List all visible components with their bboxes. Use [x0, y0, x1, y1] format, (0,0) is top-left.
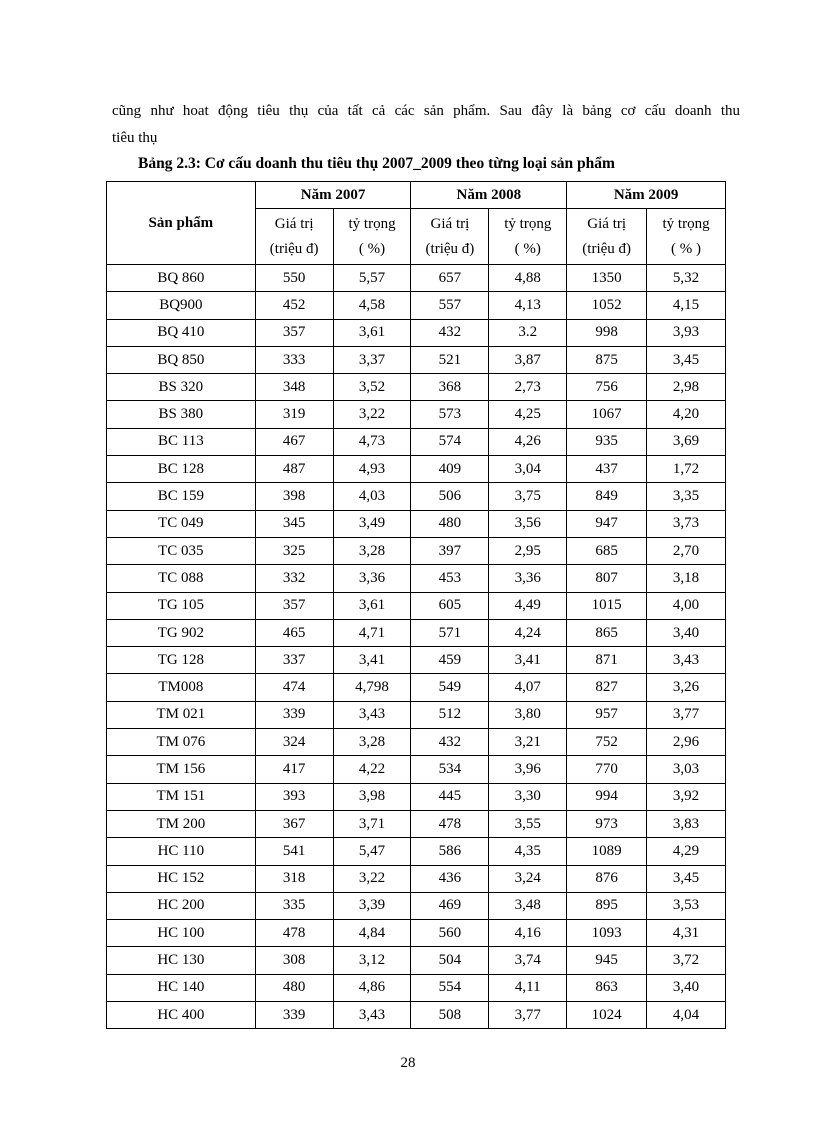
share-2009-cell: 3,45: [647, 346, 726, 373]
value-2008-cell: 554: [411, 974, 489, 1001]
share-2007-cell: 3,71: [333, 810, 411, 837]
product-cell: TG 105: [107, 592, 256, 619]
value-2007-cell: 332: [255, 565, 333, 592]
value-2008-cell: 512: [411, 701, 489, 728]
share-2007-cell: 4,93: [333, 456, 411, 483]
product-cell: BS 380: [107, 401, 256, 428]
value-2009-cell: 807: [567, 565, 647, 592]
table-row: [107, 374, 726, 401]
share-2009-cell: 3,93: [647, 319, 726, 346]
table-row: [107, 865, 726, 892]
share-2009-cell: 4,31: [647, 920, 726, 947]
share-2007-cell: 4,22: [333, 756, 411, 783]
value-2009-cell: 827: [567, 674, 647, 701]
table-row: [107, 401, 726, 428]
value-2008-cell: 506: [411, 483, 489, 510]
share-2008-cell: 3.2: [489, 319, 567, 346]
value-2008-cell: 478: [411, 810, 489, 837]
table-row: [107, 838, 726, 865]
share-2008-cell: 3,96: [489, 756, 567, 783]
share-2007-cell: 3,37: [333, 346, 411, 373]
product-cell: BQ 850: [107, 346, 256, 373]
value-2009-cell: 935: [567, 428, 647, 455]
value-2008-cell: 397: [411, 537, 489, 564]
value-2008-cell: 508: [411, 1002, 489, 1029]
share-2008-cell: 3,21: [489, 729, 567, 756]
share-2008-cell: 3,48: [489, 892, 567, 919]
share-2009-cell: 3,40: [647, 619, 726, 646]
value-2009-cell: 947: [567, 510, 647, 537]
value-2009-cell: 863: [567, 974, 647, 1001]
value-2009-cell: 865: [567, 619, 647, 646]
value-2009-cell: 756: [567, 374, 647, 401]
value-2007-cell: 333: [255, 346, 333, 373]
value-2008-cell: 469: [411, 892, 489, 919]
share-2008-cell: 3,55: [489, 810, 567, 837]
product-cell: BS 320: [107, 374, 256, 401]
value-2007-cell: 319: [255, 401, 333, 428]
share-2008-cell: 4,26: [489, 428, 567, 455]
share-2007-cell: 4,71: [333, 619, 411, 646]
share-2007-cell: 3,43: [333, 701, 411, 728]
share-2007-cell: 4,86: [333, 974, 411, 1001]
value-2007-cell: 398: [255, 483, 333, 510]
value-2008-cell: 557: [411, 292, 489, 319]
value-2009-cell: 770: [567, 756, 647, 783]
product-cell: TC 035: [107, 537, 256, 564]
product-cell: HC 200: [107, 892, 256, 919]
value-2007-cell: 318: [255, 865, 333, 892]
value-2007-cell: 478: [255, 920, 333, 947]
value-2009-cell: 1024: [567, 1002, 647, 1029]
share-2008-cell: 3,80: [489, 701, 567, 728]
share-2008-cell: 3,74: [489, 947, 567, 974]
table-row: [107, 974, 726, 1001]
year-header-2007: Năm 2007: [255, 182, 411, 209]
product-cell: HC 100: [107, 920, 256, 947]
value-2009-cell: 973: [567, 810, 647, 837]
share-2009-cell: 3,72: [647, 947, 726, 974]
value-2009-cell: 1052: [567, 292, 647, 319]
share-2008-cell: 3,75: [489, 483, 567, 510]
share-2007-cell: 5,47: [333, 838, 411, 865]
product-cell: HC 400: [107, 1002, 256, 1029]
table-row: [107, 592, 726, 619]
share-2009-cell: 1,72: [647, 456, 726, 483]
value-2007-cell: 325: [255, 537, 333, 564]
page-number: 28: [400, 1055, 416, 1071]
share-2007-cell: 4,84: [333, 920, 411, 947]
value-2007-cell: 339: [255, 1002, 333, 1029]
share-2008-cell: 4,88: [489, 265, 567, 292]
share-2009-cell: 4,20: [647, 401, 726, 428]
share-2008-cell: 4,35: [489, 838, 567, 865]
value-2007-cell: 357: [255, 319, 333, 346]
share-2009-cell: 3,03: [647, 756, 726, 783]
share-header-2007: tỷ trọng ( %): [333, 209, 411, 265]
table-row: [107, 647, 726, 674]
share-2007-cell: 4,58: [333, 292, 411, 319]
value-2009-cell: 875: [567, 346, 647, 373]
product-cell: HC 152: [107, 865, 256, 892]
share-2007-cell: 3,61: [333, 319, 411, 346]
value-2008-cell: 534: [411, 756, 489, 783]
value-2007-cell: 474: [255, 674, 333, 701]
value-2007-cell: 467: [255, 428, 333, 455]
table-row: [107, 292, 726, 319]
revenue-structure-table: [106, 181, 726, 1029]
value-2008-cell: 453: [411, 565, 489, 592]
value-2007-cell: 308: [255, 947, 333, 974]
share-2009-cell: 3,26: [647, 674, 726, 701]
share-2007-cell: 3,98: [333, 783, 411, 810]
value-2008-cell: 445: [411, 783, 489, 810]
share-2009-cell: 3,18: [647, 565, 726, 592]
product-cell: BC 128: [107, 456, 256, 483]
share-2008-cell: 4,11: [489, 974, 567, 1001]
value-2009-cell: 957: [567, 701, 647, 728]
product-cell: BQ900: [107, 292, 256, 319]
intro-line-1: cũng như hoat động tiêu thụ của tất cả các sản phẩm. Sau đây là bảng cơ cấu doanh thu: [112, 103, 740, 119]
table-row: [107, 810, 726, 837]
year-header-2009: Năm 2009: [567, 182, 726, 209]
share-2008-cell: 4,16: [489, 920, 567, 947]
value-2007-cell: 335: [255, 892, 333, 919]
product-cell: TM 200: [107, 810, 256, 837]
share-header-2008: tỷ trọng ( %): [489, 209, 567, 265]
value-2008-cell: 368: [411, 374, 489, 401]
share-2009-cell: 3,45: [647, 865, 726, 892]
share-2009-cell: 3,53: [647, 892, 726, 919]
share-2007-cell: 3,61: [333, 592, 411, 619]
share-2009-cell: 3,83: [647, 810, 726, 837]
share-2008-cell: 3,41: [489, 647, 567, 674]
value-header-2007: Giá trị (triệu đ): [255, 209, 333, 265]
share-2008-cell: 4,13: [489, 292, 567, 319]
share-2008-cell: 3,56: [489, 510, 567, 537]
share-2009-cell: 3,92: [647, 783, 726, 810]
share-2009-cell: 4,29: [647, 838, 726, 865]
share-2008-cell: 3,77: [489, 1002, 567, 1029]
table-caption: Bảng 2.3: Cơ cấu doanh thu tiêu thụ 2007_2009 theo từng loại sản phẩm: [138, 155, 615, 172]
value-2008-cell: 657: [411, 265, 489, 292]
value-2007-cell: 345: [255, 510, 333, 537]
product-cell: TG 128: [107, 647, 256, 674]
value-2007-cell: 337: [255, 647, 333, 674]
share-2008-cell: 3,04: [489, 456, 567, 483]
share-2009-cell: 4,15: [647, 292, 726, 319]
value-2008-cell: 605: [411, 592, 489, 619]
share-2007-cell: 5,57: [333, 265, 411, 292]
value-2009-cell: 895: [567, 892, 647, 919]
value-2008-cell: 504: [411, 947, 489, 974]
share-2008-cell: 4,25: [489, 401, 567, 428]
share-2009-cell: 2,98: [647, 374, 726, 401]
table-row: [107, 756, 726, 783]
value-2009-cell: 437: [567, 456, 647, 483]
value-2007-cell: 393: [255, 783, 333, 810]
product-cell: TM 156: [107, 756, 256, 783]
share-2009-cell: 2,96: [647, 729, 726, 756]
share-header-2009: tỷ trọng ( % ): [647, 209, 726, 265]
value-2008-cell: 574: [411, 428, 489, 455]
table-row: [107, 456, 726, 483]
value-2008-cell: 459: [411, 647, 489, 674]
value-2007-cell: 541: [255, 838, 333, 865]
product-cell: BQ 410: [107, 319, 256, 346]
table-row: [107, 346, 726, 373]
share-2009-cell: 3,69: [647, 428, 726, 455]
value-header-2008: Giá trị (triệu đ): [411, 209, 489, 265]
product-cell: TG 902: [107, 619, 256, 646]
product-header: Sản phẩm: [107, 182, 256, 265]
value-2007-cell: 367: [255, 810, 333, 837]
value-2008-cell: 560: [411, 920, 489, 947]
share-2007-cell: 3,49: [333, 510, 411, 537]
table-row: [107, 920, 726, 947]
value-2008-cell: 409: [411, 456, 489, 483]
table-row: [107, 483, 726, 510]
value-2009-cell: 945: [567, 947, 647, 974]
share-2008-cell: 2,73: [489, 374, 567, 401]
share-2007-cell: 3,22: [333, 401, 411, 428]
value-2009-cell: 1093: [567, 920, 647, 947]
share-2008-cell: 4,07: [489, 674, 567, 701]
share-2007-cell: 3,22: [333, 865, 411, 892]
value-2008-cell: 549: [411, 674, 489, 701]
value-header-2009: Giá trị (triệu đ): [567, 209, 647, 265]
share-2008-cell: 4,24: [489, 619, 567, 646]
share-2008-cell: 3,87: [489, 346, 567, 373]
intro-line-2: tiêu thụ: [112, 130, 158, 146]
value-2007-cell: 465: [255, 619, 333, 646]
share-2009-cell: 3,43: [647, 647, 726, 674]
share-2009-cell: 3,35: [647, 483, 726, 510]
value-2007-cell: 324: [255, 729, 333, 756]
share-2008-cell: 3,24: [489, 865, 567, 892]
table-row: [107, 701, 726, 728]
value-2008-cell: 436: [411, 865, 489, 892]
table-row: [107, 537, 726, 564]
product-cell: BC 159: [107, 483, 256, 510]
product-cell: TM008: [107, 674, 256, 701]
share-2009-cell: 5,32: [647, 265, 726, 292]
table-row: [107, 619, 726, 646]
value-2007-cell: 348: [255, 374, 333, 401]
table-row: [107, 947, 726, 974]
share-2007-cell: 3,52: [333, 374, 411, 401]
product-cell: TM 076: [107, 729, 256, 756]
share-2007-cell: 3,12: [333, 947, 411, 974]
value-2009-cell: 1089: [567, 838, 647, 865]
value-2007-cell: 452: [255, 292, 333, 319]
intro-paragraph: [112, 98, 740, 152]
value-2007-cell: 357: [255, 592, 333, 619]
share-2007-cell: 3,39: [333, 892, 411, 919]
share-2009-cell: 3,40: [647, 974, 726, 1001]
table-row: [107, 265, 726, 292]
table-row: [107, 674, 726, 701]
share-2008-cell: 2,95: [489, 537, 567, 564]
share-2008-cell: 3,30: [489, 783, 567, 810]
value-2009-cell: 752: [567, 729, 647, 756]
value-2008-cell: 480: [411, 510, 489, 537]
product-cell: HC 110: [107, 838, 256, 865]
value-2009-cell: 876: [567, 865, 647, 892]
table-row: [107, 729, 726, 756]
value-2009-cell: 1067: [567, 401, 647, 428]
table-row: [107, 510, 726, 537]
value-2008-cell: 521: [411, 346, 489, 373]
share-2009-cell: 2,70: [647, 537, 726, 564]
share-2007-cell: 3,41: [333, 647, 411, 674]
product-cell: TC 049: [107, 510, 256, 537]
value-2009-cell: 849: [567, 483, 647, 510]
share-2007-cell: 3,28: [333, 729, 411, 756]
value-2009-cell: 1350: [567, 265, 647, 292]
value-2007-cell: 487: [255, 456, 333, 483]
table-row: [107, 783, 726, 810]
share-2009-cell: 4,04: [647, 1002, 726, 1029]
table-body: [107, 265, 726, 1029]
table-row: [107, 319, 726, 346]
year-header-2008: Năm 2008: [411, 182, 567, 209]
share-2007-cell: 3,36: [333, 565, 411, 592]
share-2007-cell: 4,798: [333, 674, 411, 701]
product-cell: TM 021: [107, 701, 256, 728]
table-row: [107, 1002, 726, 1029]
value-2008-cell: 432: [411, 319, 489, 346]
value-2007-cell: 550: [255, 265, 333, 292]
value-2009-cell: 1015: [567, 592, 647, 619]
value-2008-cell: 432: [411, 729, 489, 756]
value-2009-cell: 685: [567, 537, 647, 564]
value-2008-cell: 573: [411, 401, 489, 428]
value-2008-cell: 571: [411, 619, 489, 646]
share-2007-cell: 3,28: [333, 537, 411, 564]
value-2008-cell: 586: [411, 838, 489, 865]
product-cell: HC 140: [107, 974, 256, 1001]
table-row: [107, 892, 726, 919]
value-2007-cell: 339: [255, 701, 333, 728]
table-row: [107, 565, 726, 592]
product-cell: BQ 860: [107, 265, 256, 292]
value-2007-cell: 417: [255, 756, 333, 783]
value-2009-cell: 994: [567, 783, 647, 810]
table-row: [107, 428, 726, 455]
share-2008-cell: 3,36: [489, 565, 567, 592]
share-2009-cell: 3,77: [647, 701, 726, 728]
product-cell: TM 151: [107, 783, 256, 810]
share-2007-cell: 4,03: [333, 483, 411, 510]
share-2007-cell: 4,73: [333, 428, 411, 455]
value-2009-cell: 998: [567, 319, 647, 346]
value-2009-cell: 871: [567, 647, 647, 674]
share-2007-cell: 3,43: [333, 1002, 411, 1029]
value-2007-cell: 480: [255, 974, 333, 1001]
share-2008-cell: 4,49: [489, 592, 567, 619]
product-cell: BC 113: [107, 428, 256, 455]
product-cell: HC 130: [107, 947, 256, 974]
share-2009-cell: 4,00: [647, 592, 726, 619]
product-cell: TC 088: [107, 565, 256, 592]
share-2009-cell: 3,73: [647, 510, 726, 537]
